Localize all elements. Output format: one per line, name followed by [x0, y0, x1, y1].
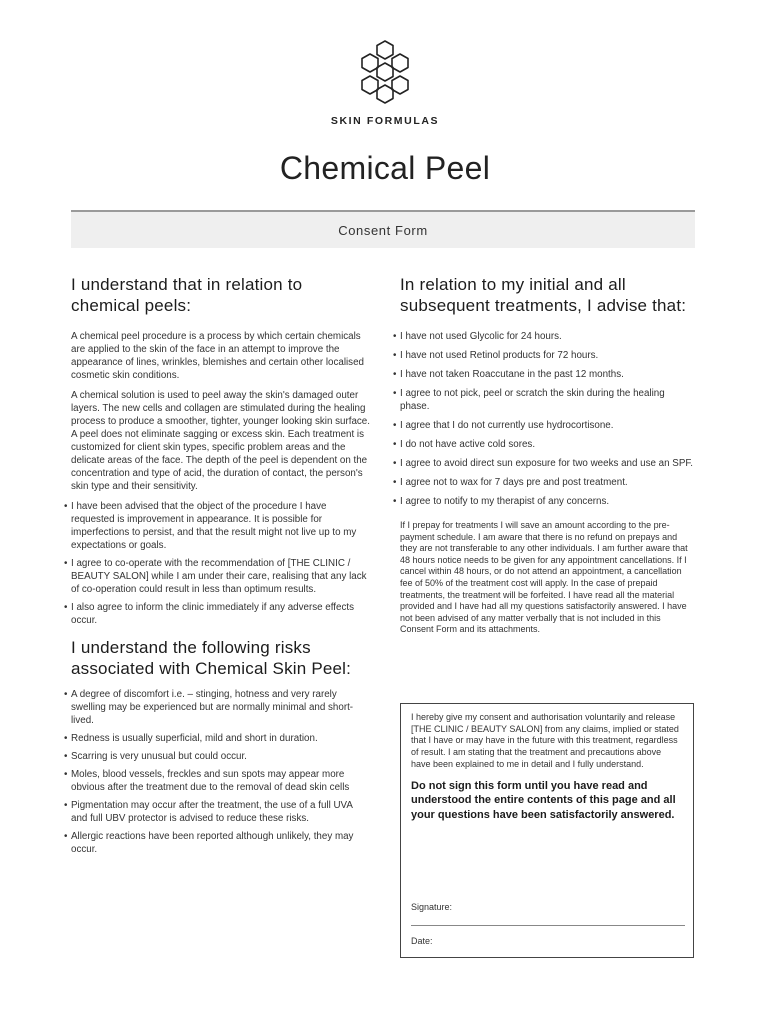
list-item: • I have not used Retinol products for 72 hours. — [400, 349, 695, 362]
list-item: • Allergic reactions have been reported although unlikely, they may occur. — [71, 830, 371, 856]
list-item: • Pigmentation may occur after the treatment, the use of a full UVA and full UBV protector is advised to reduce these risks. — [71, 799, 371, 825]
intro-paragraph: A chemical peel procedure is a process by which certain chemicals are applied to the skin of the face in an attempt to improve the appearance of lines, wrinkles, blemishes and certain other localised cosmetic skin conditions. — [71, 331, 364, 381]
list-item: • I agree to notify to my therapist of any concerns. — [400, 495, 695, 508]
list-item: • I agree that I do not currently use hydrocortisone. — [400, 419, 695, 432]
declaration-list — [400, 330, 695, 508]
list-item: • I have been advised that the object of the procedure I have requested is improvement in appearance. It is possible for imperfections to persist, and that the result might not live up to my expectations or goals. — [71, 500, 371, 552]
procedure-paragraph: A chemical solution is used to peel away the skin's damaged outer layers. The new cells and collagen are stimulated during the healing process to produce a smoother, tighter, younger looking skin surface. A peel does not eliminate sagging or excess skin. Each treatment is customized for client skin types, specific problem areas and the delicate areas of the face. The depth of the peel is dependent on the concentration and type of acid, the duration of contact, the person's skin type and their sensitivity. — [71, 390, 370, 492]
list-item: • I also agree to inform the clinic immediately if any adverse effects occur. — [71, 601, 371, 627]
signing-warning: Do not sign this form until you have read and understood the entire contents of this page and all your questions have been satisfactorily answered. — [411, 779, 676, 821]
risks-list — [71, 688, 371, 856]
acknowledgement-list — [71, 500, 371, 627]
list-item: • I agree not to wax for 7 days pre and post treatment. — [400, 476, 695, 489]
list-item: • I agree to avoid direct sun exposure for two weeks and use an SPF. — [400, 457, 695, 470]
list-item: • I have not taken Roaccutane in the past 12 months. — [400, 368, 695, 381]
brand-name: SKIN FORMULAS — [330, 115, 440, 127]
left-column — [71, 274, 371, 861]
list-item: • I do not have active cold sores. — [400, 438, 695, 451]
date-label: Date: — [411, 936, 433, 946]
consent-statement: I hereby give my consent and authorisation voluntarily and release [THE CLINIC / BEAUTY SALON] from any claims, implied or stated that I have or may have in the future with this treatment, regardless of result. I am stating that the treatment and precautions above have been explained to me in detail and I fully understand. — [411, 712, 679, 769]
hexagon-cluster-logo-icon — [350, 36, 420, 106]
list-item: • I agree to not pick, peel or scratch the skin during the healing phase. — [400, 387, 695, 413]
subtitle-band — [71, 210, 695, 248]
subtitle: Consent Form — [338, 222, 428, 238]
right-column — [400, 274, 695, 636]
prepayment-paragraph: If I prepay for treatments I will save an amount according to the pre-payment schedule. I am aware that there is no refund on prepays and they are not transferable to any other individuals. I am further aware that 48 hours notice needs to be given for any appointment cancellations. If I cancel within 48 hours, or do not attend an appointment, a cancellation fee of 50% of the treatment cost will apply. In the case of prepaid treatments, the treatment will be forfeited. I have read all the material provided and I have had all my questions satisfactorily answered. I have not been advised of any matter verbally that is not included in this Consent Form and its attachments. — [400, 520, 688, 635]
consent-box — [400, 703, 694, 958]
list-item: • I have not used Glycolic for 24 hours. — [400, 330, 695, 343]
list-item: • I agree to co-operate with the recommendation of [THE CLINIC / BEAUTY SALON] while I am under their care, realising that any lack of co-operation could result in less than optimum results. — [71, 557, 371, 596]
list-item: • Scarring is very unusual but could occur. — [71, 750, 371, 763]
list-item: • A degree of discomfort i.e. – stinging, hotness and very rarely swelling may be experienced but are normally minimal and short-lived. — [71, 688, 371, 727]
list-item: • Redness is usually superficial, mild and short in duration. — [71, 732, 371, 745]
signature-label: Signature: — [411, 902, 453, 912]
signature-line[interactable] — [411, 925, 685, 926]
section-heading-treatments: In relation to my initial and all subsequent treatments, I advise that: — [400, 275, 687, 315]
section-heading-chemical-peels: I understand that in relation to chemical peels: — [71, 275, 303, 315]
page-title: Chemical Peel — [279, 150, 491, 186]
section-heading-risks: I understand the following risks associated with Chemical Skin Peel: — [71, 638, 352, 678]
list-item: • Moles, blood vessels, freckles and sun spots may appear more obvious after the treatment due to the removal of dead skin cells — [71, 768, 371, 794]
